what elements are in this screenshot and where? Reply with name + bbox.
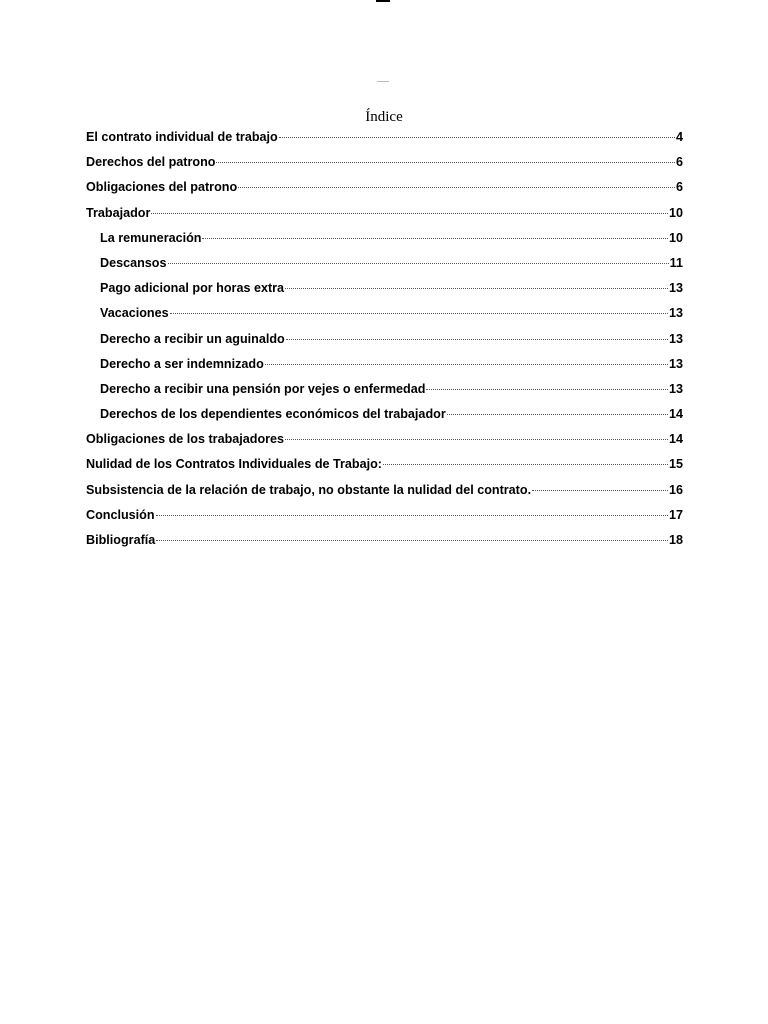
toc-entry-page: 13 <box>668 356 683 371</box>
toc-entry-page: 10 <box>668 230 683 245</box>
toc-entry-page: 6 <box>675 155 683 170</box>
toc-dot-leader <box>170 313 668 314</box>
toc-entry-label: Vacaciones <box>100 306 169 321</box>
header-rule <box>377 81 389 82</box>
toc-entry[interactable] <box>86 505 683 530</box>
toc-entry-label: Bibliografía <box>86 533 156 547</box>
toc-dot-leader <box>532 490 668 491</box>
toc-entry[interactable] <box>86 177 683 202</box>
toc-entry-label: La remuneración <box>100 230 202 245</box>
toc-dot-leader <box>279 137 675 138</box>
toc-entry[interactable] <box>86 454 683 479</box>
toc-entry[interactable] <box>86 480 683 505</box>
toc-entry-label: Derecho a ser indemnizado <box>100 356 264 371</box>
toc-entry-page: 13 <box>668 281 683 296</box>
toc-entry-page: 15 <box>668 457 683 472</box>
toc-entry[interactable] <box>86 429 683 454</box>
toc-entry-label: Nulidad de los Contratos Individuales de Trabajo: <box>86 457 382 472</box>
toc-subentry[interactable] <box>86 253 683 278</box>
toc-entry-page: 16 <box>668 482 683 497</box>
toc-entry-label: Trabajador <box>86 205 151 220</box>
toc-entry-page: 6 <box>675 180 683 195</box>
toc-subentry[interactable] <box>86 404 683 429</box>
toc-entry-page: 11 <box>669 255 683 270</box>
toc-entry-label: Derechos de los dependientes económicos del trabajador <box>100 407 446 422</box>
toc-dot-leader <box>216 162 675 163</box>
toc-entry-page: 17 <box>668 507 683 522</box>
toc-entry-label: Subsistencia de la relación de trabajo, no obstante la nulidad del contrato. <box>86 482 532 497</box>
toc-entry[interactable] <box>86 530 683 555</box>
toc-entry-page: 13 <box>668 381 683 396</box>
toc-entry-label: Descansos <box>100 255 167 270</box>
toc-entry-page: 4 <box>675 130 683 144</box>
toc-dot-leader <box>285 288 668 289</box>
toc-dot-leader <box>156 515 668 516</box>
toc-dot-leader <box>285 439 668 440</box>
toc-dot-leader <box>202 238 668 239</box>
toc-entry[interactable] <box>86 152 683 177</box>
toc-dot-leader <box>238 187 675 188</box>
toc-entry[interactable] <box>86 203 683 228</box>
toc-entry-page: 14 <box>668 407 683 422</box>
toc-entry-page: 18 <box>668 533 683 547</box>
toc-entry-page: 13 <box>668 306 683 321</box>
toc-dot-leader <box>447 414 668 415</box>
toc-entry-label: Derecho a recibir una pensión por vejes o enfermedad <box>100 381 426 396</box>
toc-entry-label: Obligaciones de los trabajadores <box>86 432 285 447</box>
toc-dot-leader <box>156 540 668 541</box>
table-of-contents <box>86 127 683 555</box>
toc-subentry[interactable] <box>86 329 683 354</box>
toc-dot-leader <box>168 263 669 264</box>
toc-subentry[interactable] <box>86 228 683 253</box>
toc-entry-page: 10 <box>668 205 683 220</box>
toc-entry-page: 14 <box>668 432 683 447</box>
toc-entry-page: 13 <box>668 331 683 346</box>
toc-entry-label: El contrato individual de trabajo <box>86 130 278 144</box>
toc-subentry[interactable] <box>86 379 683 404</box>
toc-dot-leader <box>383 464 668 465</box>
toc-entry[interactable] <box>86 127 683 152</box>
toc-dot-leader <box>265 364 668 365</box>
toc-subentry[interactable] <box>86 303 683 328</box>
toc-dot-leader <box>286 339 668 340</box>
toc-entry-label: Derecho a recibir un aguinaldo <box>100 331 285 346</box>
toc-subentry[interactable] <box>86 354 683 379</box>
toc-dot-leader <box>426 389 668 390</box>
toc-entry-label: Derechos del patrono <box>86 155 216 170</box>
toc-entry-label: Obligaciones del patrono <box>86 180 238 195</box>
toc-subentry[interactable] <box>86 278 683 303</box>
toc-title: Índice <box>365 109 403 125</box>
page-top-mark <box>376 0 390 2</box>
toc-entry-label: Pago adicional por horas extra <box>100 281 285 296</box>
toc-dot-leader <box>151 213 668 214</box>
toc-entry-label: Conclusión <box>86 507 155 522</box>
